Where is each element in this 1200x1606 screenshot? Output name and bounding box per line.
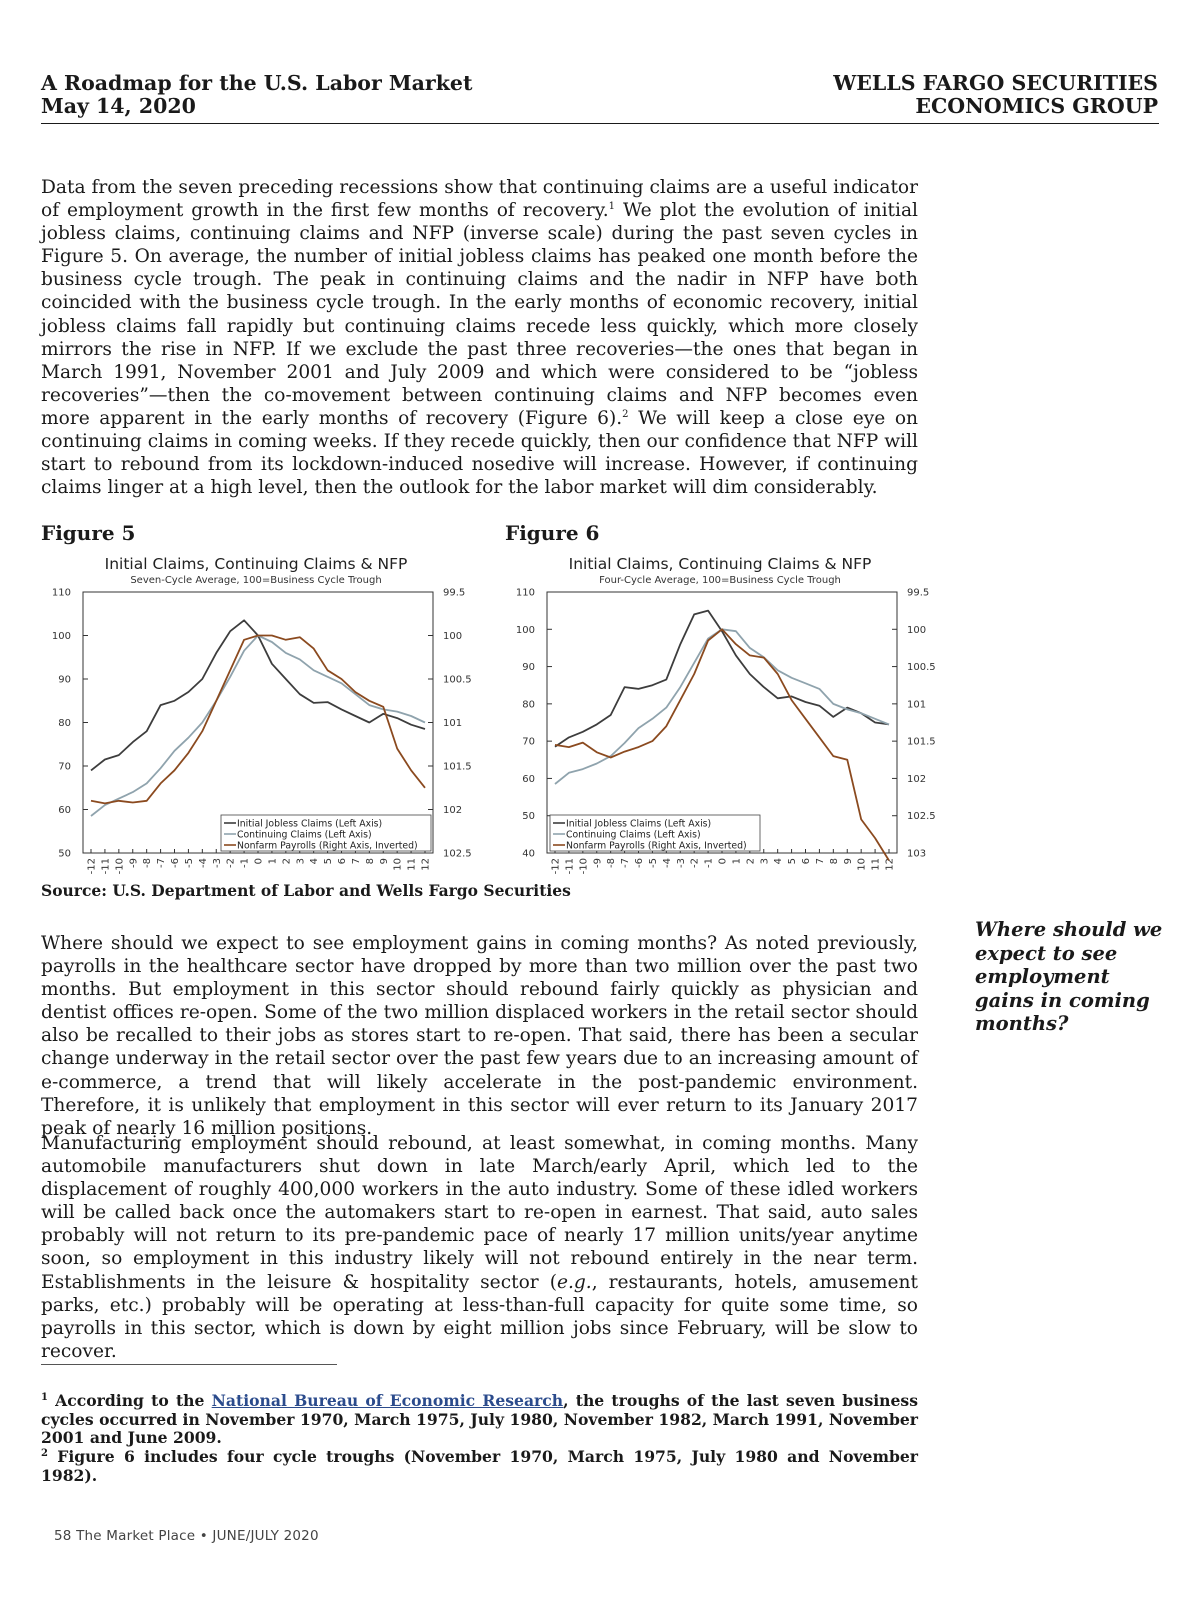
figure-5-chart [41,548,491,874]
chart-title: Initial Claims, Continuing Claims & NFP [104,555,408,573]
series-line-initial [555,611,889,747]
x-tick-label: -6 [634,858,645,868]
y-tick-label-left: 70 [522,736,535,748]
x-tick-label: -8 [606,858,618,868]
y-tick-label-right: 101 [443,718,463,729]
series-line-continuing [91,636,425,817]
x-tick-label: 10 [392,858,404,871]
footnote-rule [41,1364,337,1365]
x-tick-label: -9 [592,858,604,868]
x-tick-label: 6 [801,858,812,865]
org-name: WELLS FARGO SECURITIES [833,71,1158,95]
y-tick-label-right: 100 [907,624,927,636]
y-tick-label-left: 60 [58,805,71,816]
footnote-2-text: Figure 6 includes four cycle troughs (November 1970, March 1975, July 1980 and November 1982). [41,1447,918,1485]
y-tick-label-right: 100.5 [443,674,472,686]
x-tick-label: -2 [225,858,237,868]
y-tick-label-right: 102 [443,805,463,816]
x-tick-label: 5 [323,858,335,865]
x-tick-label: -4 [197,858,209,868]
x-tick-label: 7 [350,858,362,865]
y-tick-label-left: 40 [522,848,535,860]
x-tick-label: 12 [884,858,896,871]
x-tick-label: -4 [661,858,673,868]
org-group: ECONOMICS GROUP [915,94,1158,118]
report-title: A Roadmap for the U.S. Labor Market [41,71,473,95]
x-tick-label: 3 [295,858,307,865]
sidebar-callout: Where should we expect to see employment gains in coming months? [975,918,1163,1035]
footnote-1-number: 1 [41,1391,48,1403]
legend-label: Initial Jobless Claims (Left Axis) [566,818,712,830]
x-tick-label: -5 [183,858,195,868]
x-tick-label: -7 [620,858,632,868]
series-line-initial [91,620,425,770]
y-tick-label-left: 100 [51,631,71,642]
y-tick-label-left: 100 [515,624,535,636]
chart-legend [550,815,760,852]
para3-text-b: , restaurants, hotels, amusement parks, etc.) probably will be operating at less-than-full capacity for quite some time, so payrolls in this sector, which is down by eight million jobs since February, will be slow to recover. [41,1271,918,1362]
x-tick-label: -3 [211,858,223,868]
legend-label: Continuing Claims (Left Axis) [566,829,701,841]
page-header-right [833,72,1158,118]
para3-eg: e.g. [556,1271,592,1293]
x-tick-label: -12 [86,858,98,874]
x-tick-label: -1 [239,858,251,868]
x-tick-label: 10 [856,858,868,871]
y-tick-label-right: 101 [907,699,927,711]
footnote-ref-2[interactable]: 2 [622,408,629,420]
x-tick-label: 4 [309,858,321,865]
footnote-2 [41,1448,918,1485]
y-tick-label-right: 100.5 [907,662,936,674]
x-tick-label: -11 [564,858,576,874]
chart-legend [221,815,431,852]
page-header-left [41,72,472,118]
page-footer: 58 The Market Place • JUNE/JULY 2020 [54,1528,319,1544]
y-tick-label-left: 70 [58,761,71,773]
x-tick-label: -10 [114,858,126,874]
header-rule [41,123,1159,124]
y-tick-label-right: 103 [907,848,927,860]
x-tick-label: 2 [745,858,757,865]
footnote-1 [41,1392,918,1448]
legend-label: Nonfarm Payrolls (Right Axis, Inverted) [566,840,747,852]
report-date: May 14, 2020 [41,94,196,118]
x-tick-label: 1 [267,858,279,865]
figure-5-label: Figure 5 [41,521,136,545]
y-tick-label-right: 101.5 [907,736,936,748]
y-tick-label-right: 102.5 [907,811,936,823]
x-tick-label: -11 [100,858,112,874]
para1-text-c: We will keep a close eye on continuing claims in coming weeks. If they recede quickly, then our confidence that NFP will start to rebound from its lockdown-induced nosedive will increase. However, if continuing claims linger at a high level, then the outlook for the labor market will dim considerably. [41,407,918,499]
x-tick-label: 9 [842,858,854,865]
x-tick-label: 7 [814,858,826,865]
figure-6-chart [505,548,955,874]
x-tick-label: -7 [156,858,168,868]
y-tick-label-right: 102 [907,773,927,785]
y-tick-label-left: 60 [522,773,535,785]
legend-label: Initial Jobless Claims (Left Axis) [237,818,383,830]
x-tick-label: 8 [828,858,840,865]
x-tick-label: 6 [337,858,348,865]
x-tick-label: 3 [759,858,771,865]
chart-subtitle: Four-Cycle Average, 100=Business Cycle Trough [599,575,841,586]
y-tick-label-left: 80 [522,699,535,711]
y-tick-label-left: 80 [58,718,71,729]
series-lines [91,620,425,816]
x-tick-label: 5 [787,858,799,865]
x-tick-label: -2 [689,858,701,868]
para1-text-a: Data from the seven preceding recessions show that continuing claims are a useful indicator of employment growth in the first few months of recovery. [41,177,918,222]
body-paragraph-1 [41,176,918,499]
x-tick-label: -3 [675,858,687,868]
y-tick-label-right: 101.5 [443,761,472,773]
x-tick-label: -8 [142,858,154,868]
chart-title: Initial Claims, Continuing Claims & NFP [568,555,872,573]
x-tick-label: 2 [281,858,293,865]
x-tick-label: 9 [378,858,390,865]
x-tick-label: -10 [578,858,590,874]
y-tick-label-left: 90 [522,662,535,674]
para3-text-a: Manufacturing employment should rebound, at least somewhat, in coming months. Many automobile manufacturers shut down in late March/early April, which led to the displacement of roughly 400,000 workers in the auto industry. Some of these idled workers will be called back once the automakers start to re-open in earnest. That said, auto sales probably will not return to its pre-pandemic pace of nearly 17 million units/year anytime soon, so employment in this industry likely will not rebound entirely in the near term. Establishments in the leisure & hospitality sector ( [41,1133,918,1293]
x-tick-label: 12 [420,858,432,871]
footnote-1-text-a: According to the [47,1391,212,1410]
legend-label: Continuing Claims (Left Axis) [237,829,372,841]
chart-subtitle: Seven-Cycle Average, 100=Business Cycle Trough [130,575,382,586]
x-tick-label: 0 [717,858,729,865]
x-tick-label: 8 [364,858,376,865]
x-tick-label: -1 [703,858,715,868]
x-tick-label: 1 [731,858,743,865]
figure-source: Source: U.S. Department of Labor and Wells Fargo Securities [41,881,571,900]
figure-6-label: Figure 6 [505,521,600,545]
para1-text-b: We plot the evolution of initial jobless claims, continuing claims and NFP (inverse scale) during the past seven cycles in Figure 5. On average, the number of initial jobless claims has peaked one month before the business cycle trough. The peak in continuing claims and the nadir in NFP have both coincided with the business cycle trough. In the early months of economic recovery, initial jobless claims fall rapidly but continuing claims recede less quickly, which more closely mirrors the rise in NFP. If we exclude the past three recoveries—the ones that began in March 1991, November 2001 and July 2009 and which were considered to be “jobless recoveries”—then the co-movement between continuing claims and NFP becomes even more apparent in the early months of recovery (Figure 6). [41,200,918,429]
x-tick-label: 0 [253,858,265,865]
footnote-2-number: 2 [41,1447,48,1459]
x-tick-label: 11 [406,858,418,871]
nber-link[interactable]: National Bureau of Economic Research [211,1391,564,1410]
series-line-continuing [555,629,889,784]
footnote-1-text-b: , the troughs of the last seven business cycles occurred in November 1970, March 1975, July 1980, November 1982, March 1991, November 2001 and June 2009. [41,1391,918,1447]
body-paragraph-2: Where should we expect to see employment gains in coming months? As noted previously, payrolls in the healthcare sector have dropped by more than two million over the past two months. But employment in this sector should rebound fairly quickly as physician and dentist offices re-open. Some of the two million displaced workers in the retail sector should also be recalled to their jobs as stores start to re-open. That said, there has been a secular change underway in the retail sector over the past few years due to an increasing amount of e-commerce, a trend that will likely accelerate in the post-pandemic environment. Therefore, it is unlikely that employment in this sector will ever return to its January 2017 peak of nearly 16 million positions. [41,933,918,1139]
x-tick-label: 4 [773,858,785,865]
y-tick-label-right: 102.5 [443,848,472,860]
x-tick-label: -9 [128,858,140,868]
x-tick-label: -6 [170,858,181,868]
x-tick-label: 11 [870,858,882,871]
plot-area [83,592,433,853]
x-tick-label: -5 [647,858,659,868]
y-tick-label-left: 50 [58,848,71,860]
y-tick-label-right: 100 [443,631,463,642]
y-tick-label-left: 110 [51,587,71,599]
y-tick-label-right: 99.5 [443,587,466,599]
y-tick-label-right: 99.5 [907,587,930,599]
y-tick-label-left: 90 [58,674,71,686]
body-paragraph-3 [41,1132,918,1363]
legend-label: Nonfarm Payrolls (Right Axis, Inverted) [237,840,418,852]
y-tick-label-left: 110 [515,587,535,599]
footnote-ref-1[interactable]: 1 [608,200,615,212]
x-tick-label: -12 [550,858,562,874]
y-tick-label-left: 50 [522,811,535,823]
